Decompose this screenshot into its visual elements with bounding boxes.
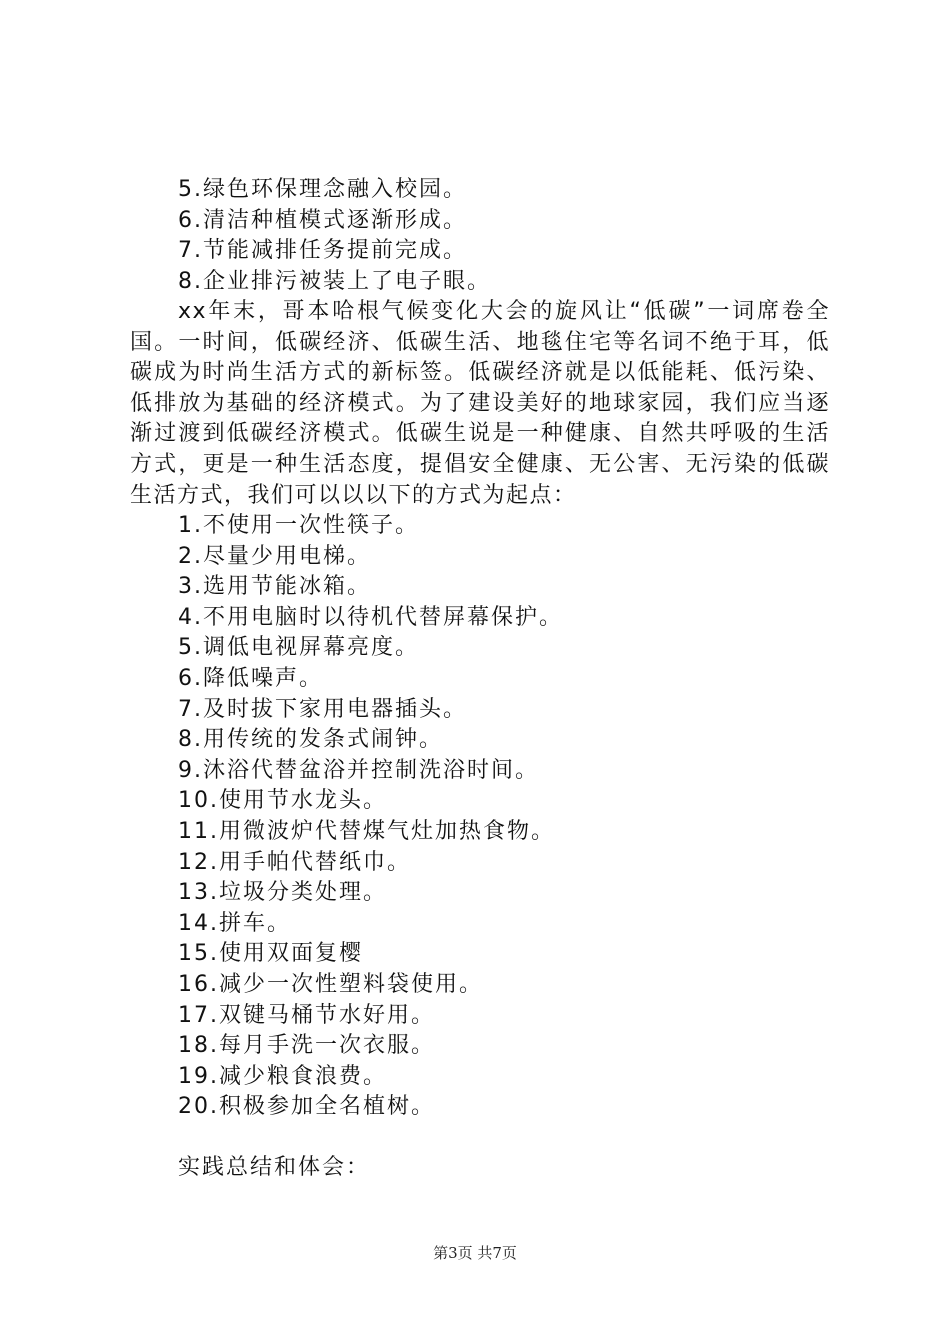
list-item: 18.每月手洗一次衣服。 [178, 1033, 435, 1059]
list-item: 12.用手帕代替纸巾。 [178, 849, 411, 875]
list-item: 17.双键马桶节水好用。 [178, 1002, 435, 1028]
body-paragraph: xx年末，哥本哈根气候变化大会的旋风让“低碳”一词席卷全国。一时间，低碳经济、低碳生活、地毯住宅等名词不绝于耳，低碳成为时尚生活方式的新标签。低碳经济就是以低能耗、低污染、低排放为基础的经济模式。为了建设美好的地球家园，我们应当逐渐过渡到低碳经济模式。低碳生说是一种健康、自然共呼吸的生活方式，更是一种生活态度，提倡安全健康、无公害、无污染的低碳生活方式，我们可以以以下的方式为起点： [130, 299, 830, 508]
low-carbon-list [178, 511, 563, 1123]
list-item: 20.积极参加全名植树。 [178, 1094, 435, 1120]
list-item: 2.尽量少用电梯。 [178, 543, 371, 569]
list-item: 5.调低电视屏幕亮度。 [178, 635, 419, 661]
list-item: 5.绿色环保理念融入校园。 [178, 177, 467, 202]
list-item: 8.用传统的发条式闹钟。 [178, 727, 443, 753]
list-item: 7.节能减排任务提前完成。 [178, 238, 467, 264]
list-item: 16.减少一次性塑料袋使用。 [178, 971, 483, 997]
list-item: 8.企业排污被装上了电子眼。 [178, 268, 491, 294]
list-item: 1.不使用一次性筷子。 [178, 513, 419, 538]
list-item: 9.沐浴代替盆浴并控制洗浴时间。 [178, 757, 539, 783]
list-item: 6.降低噪声。 [178, 665, 323, 691]
list-item: 3.选用节能冰箱。 [178, 574, 371, 600]
list-item: 14.拼车。 [178, 910, 291, 936]
list-item: 11.用微波炉代替煤气灶加热食物。 [178, 818, 555, 844]
list-item: 15.使用双面复樱 [178, 941, 363, 967]
list-item: 10.使用节水龙头。 [178, 788, 387, 814]
list-item: 19.减少粮食浪费。 [178, 1063, 387, 1089]
closing-heading: 实践总结和体会： [178, 1155, 371, 1180]
list-item: 7.及时拔下家用电器插头。 [178, 696, 467, 722]
list-item: 6.清洁种植模式逐渐形成。 [178, 207, 467, 233]
list-item: 13.垃圾分类处理。 [178, 880, 387, 906]
list-item: 4.不用电脑时以待机代替屏幕保护。 [178, 604, 563, 630]
top-list [178, 175, 491, 297]
page-number-footer: 第3页 共7页 [433, 1244, 517, 1262]
